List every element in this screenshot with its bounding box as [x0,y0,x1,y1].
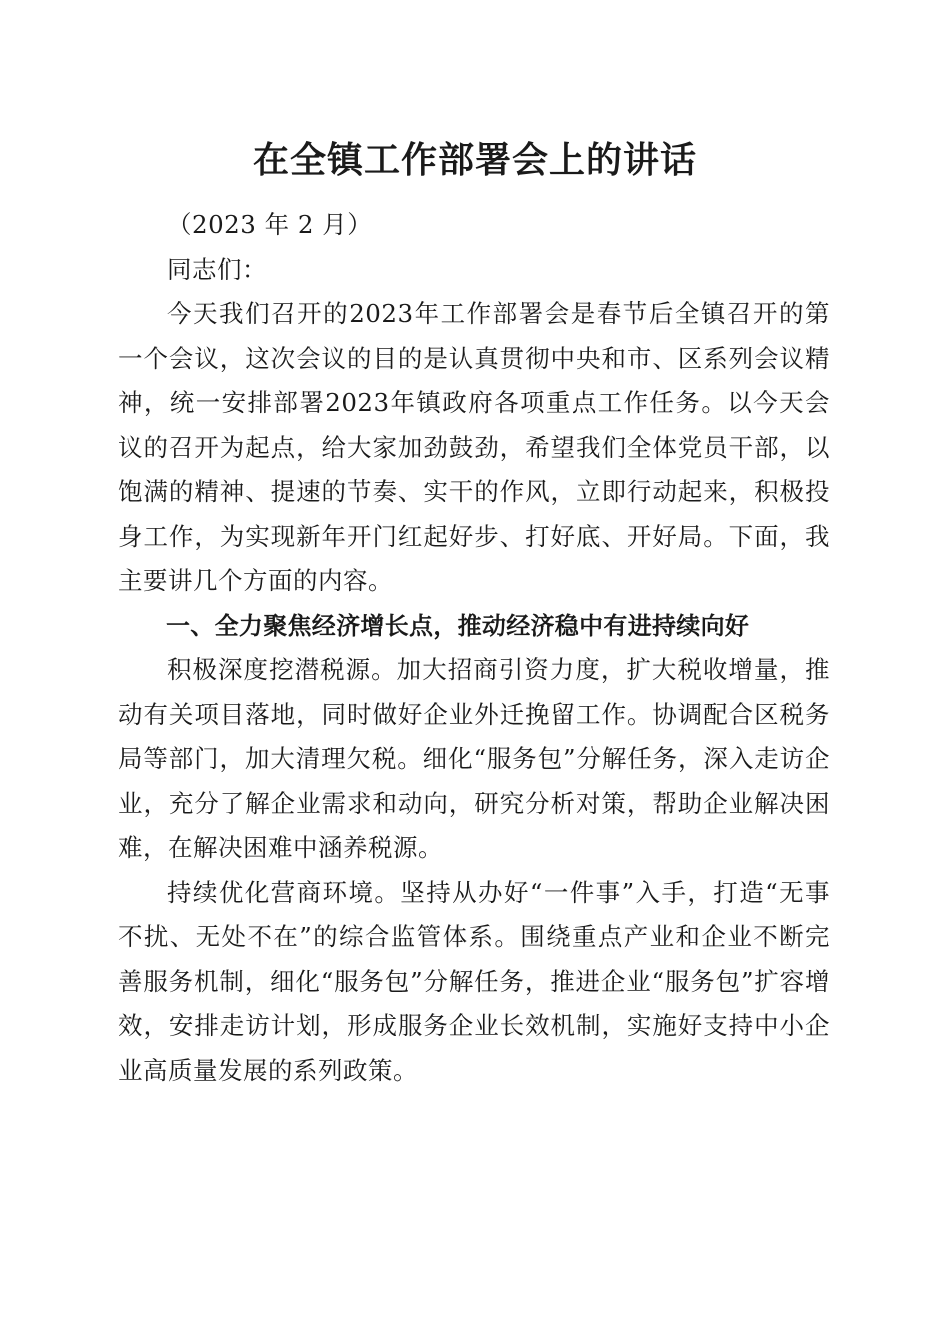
speech-date: （2023 年 2 月） [167,210,373,239]
section-heading: 一、全力聚焦经济增长点，推动经济稳中有进持续向好 [166,611,750,640]
intro-paragraph: 今天我们召开的2023年工作部署会是春节后全镇召开的第一个会议，这次会议的目的是认真贯彻中央和市、区系列会议精神，统一安排部署2023年镇政府各项重点工作任务。以今天会议的召开为起点，给大家加劲鼓劲，希望我们全体党员干部，以饱满的精神、提速的节奏、实干的作风，立即行动起来，积极投身工作，为实现新年开门红起好步、打好底、开好局。下面，我主要讲几个方面的内容。 [118,299,830,595]
salutation: 同志们： [167,254,267,284]
section-paragraph: 积极深度挖潜税源。加大招商引资力度，扩大税收增量，推动有关项目落地，同时做好企业外迁挽留工作。协调配合区税务局等部门，加大清理欠税。细化“服务包”分解任务，深入走访企业，充分了解企业需求和动向，研究分析对策，帮助企业解决困难，在解决困难中涵养税源。 [118,655,830,862]
document-body [118,203,830,1093]
section-paragraph: 持续优化营商环境。坚持从办好“一件事”入手，打造“无事不扰、无处不在”的综合监管体系。围绕重点产业和企业不断完善服务机制，细化“服务包”分解任务，推进企业“服务包”扩容增效，安排走访计划，形成服务企业长效机制，实施好支持中小企业高质量发展的系列政策。 [118,877,830,1085]
document-title: 在全镇工作部署会上的讲话 [252,139,697,181]
